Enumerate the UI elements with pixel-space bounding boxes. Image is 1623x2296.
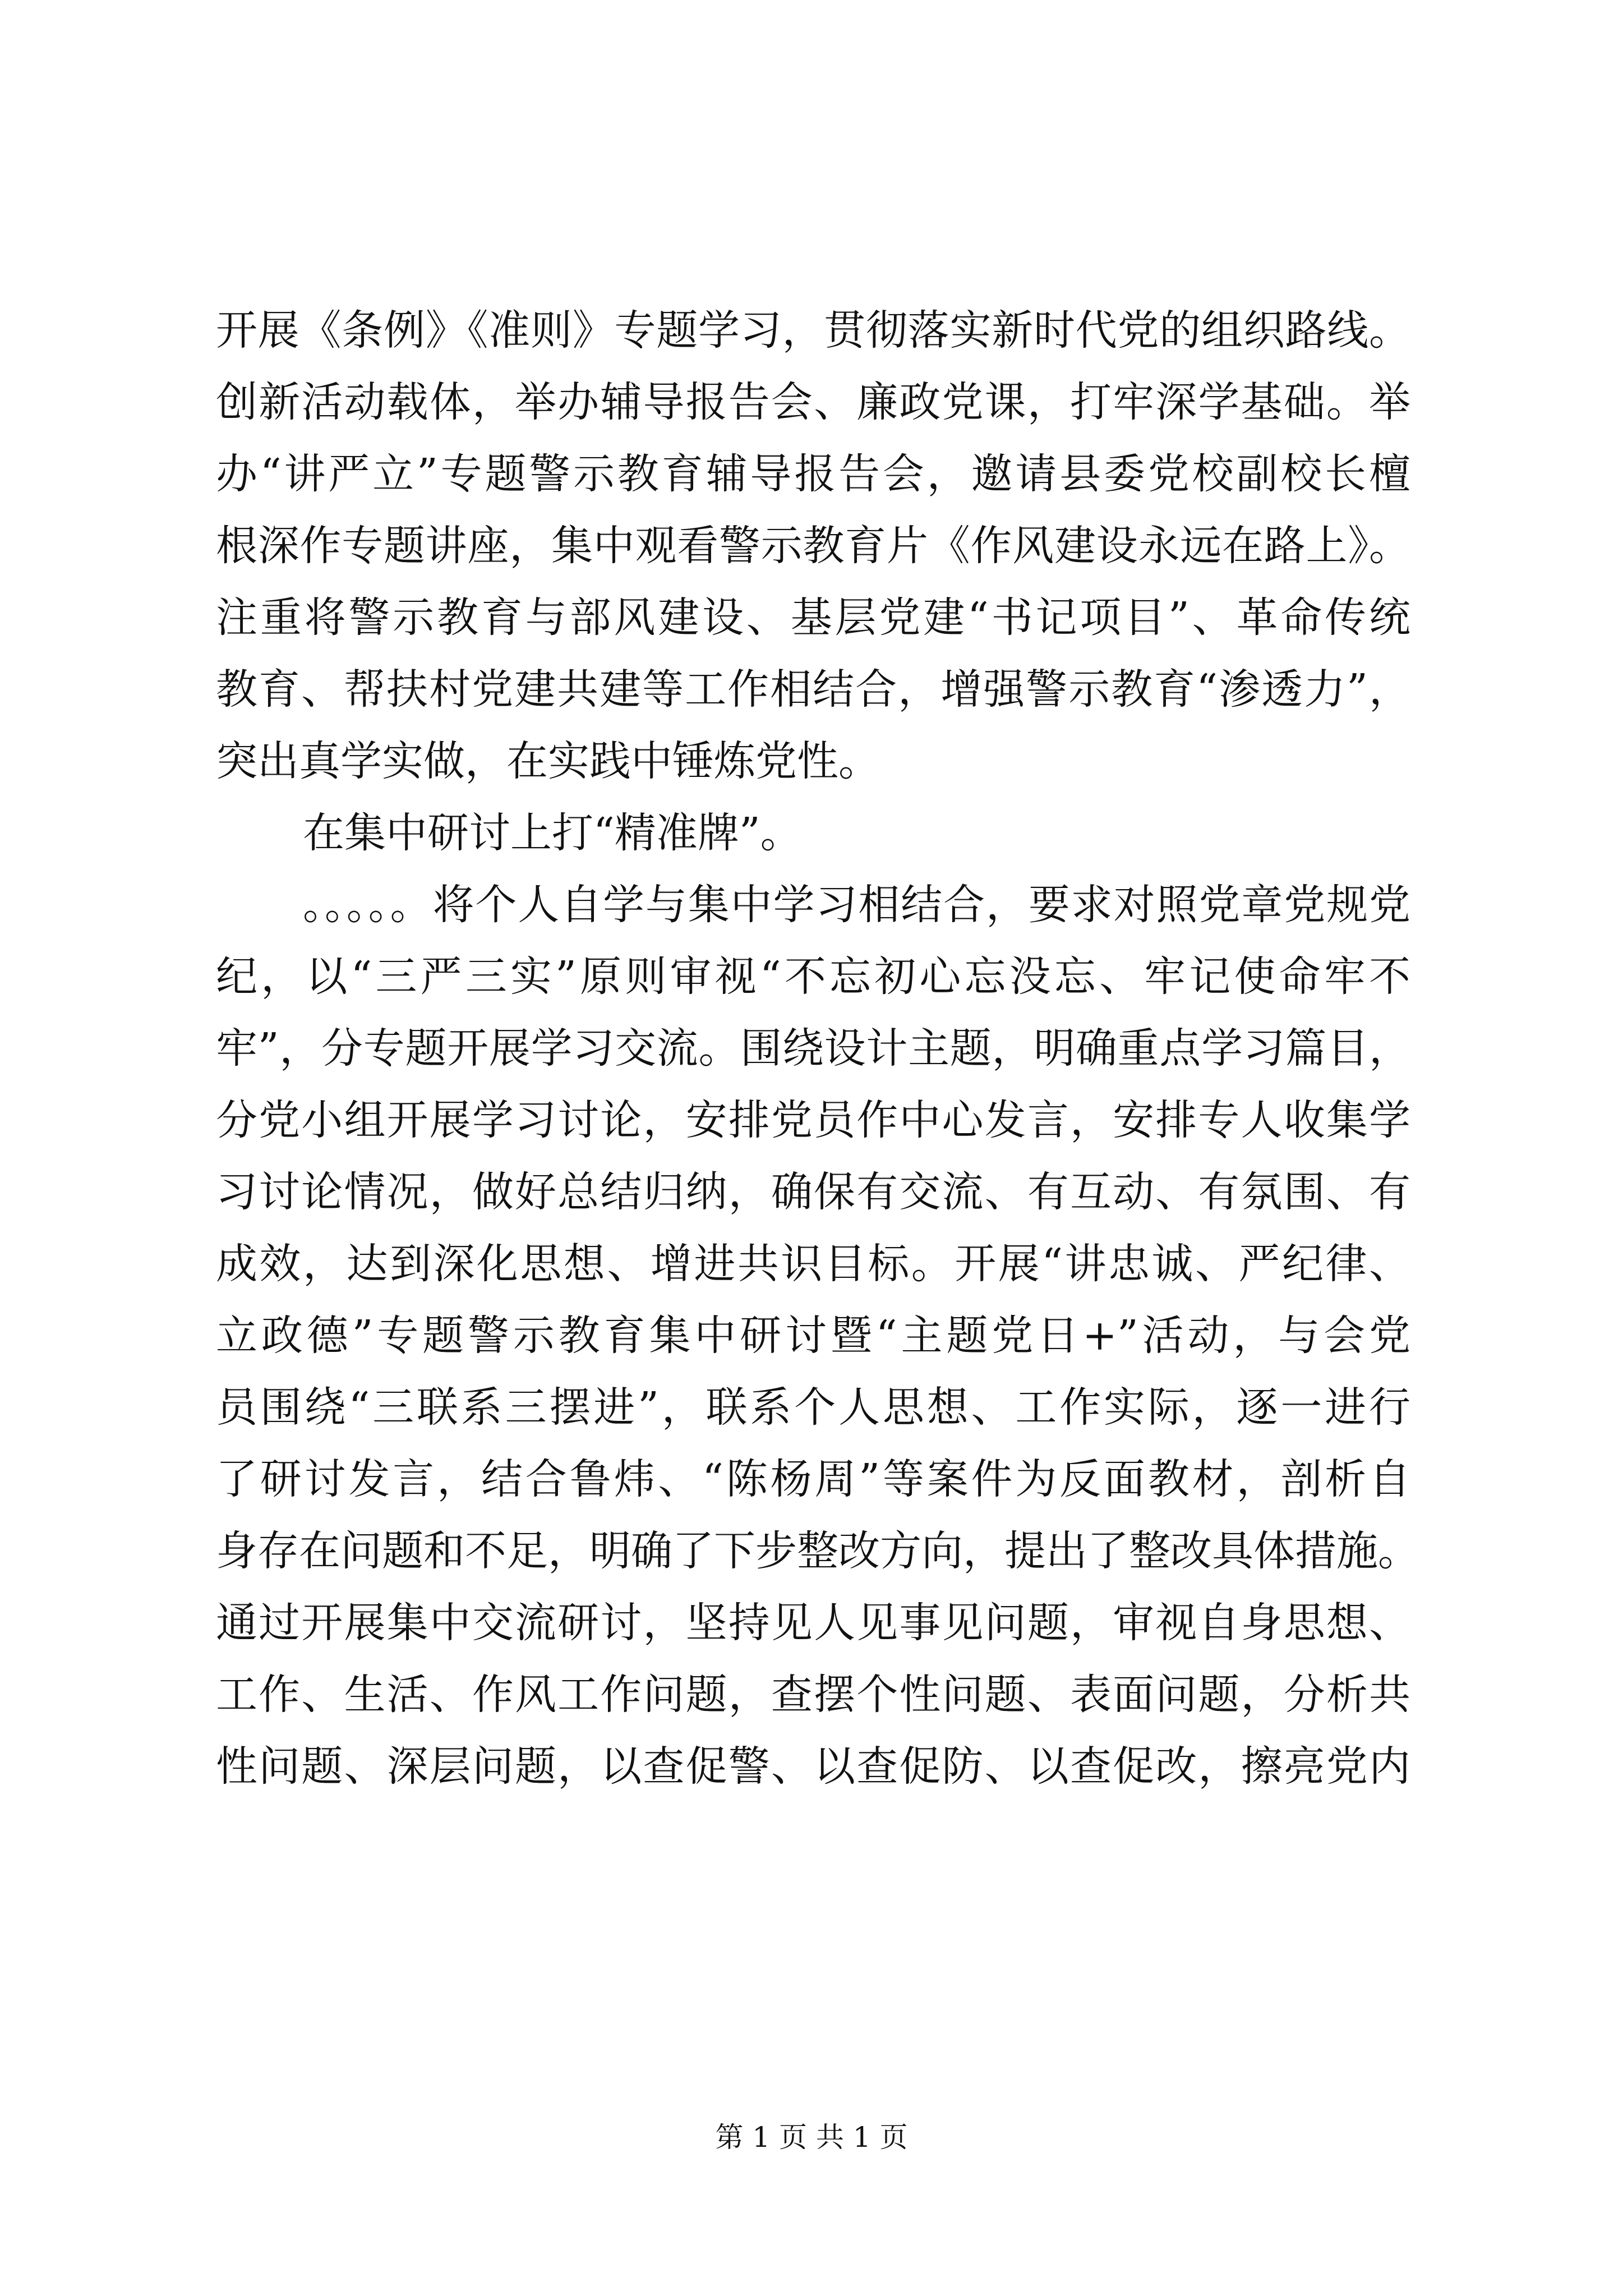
text-line: 根深作专题讲座，集中观看警示教育片《作风建设永远在路上》。 xyxy=(216,522,1410,570)
text-line: 成效，达到深化思想、增进共识目标。开展“讲忠诚、严纪律、 xyxy=(216,1240,1410,1288)
text-line: 通过开展集中交流研讨，坚持见人见事见问题，审视自身思想、 xyxy=(216,1599,1410,1647)
text-line: 办“讲严立”专题警示教育辅导报告会，邀请县委党校副校长檀 xyxy=(216,450,1410,498)
text-line: 突出真学实做，在实践中锤炼党性。 xyxy=(216,737,880,785)
page-number-label: 第 1 页 共 1 页 xyxy=(715,2121,908,2154)
section-heading: 在集中研讨上打“精准牌”。 xyxy=(303,809,802,857)
text-line: 牢”，分专题开展学习交流。围绕设计主题，明确重点学习篇目， xyxy=(216,1024,1410,1073)
text-line: 立政德”专题警示教育集中研讨暨“主题党日+”活动，与会党 xyxy=(216,1312,1410,1360)
text-line: 教育、帮扶村党建共建等工作相结合，增强警示教育“渗透力”， xyxy=(216,665,1410,714)
text-line: 分党小组开展学习讨论，安排党员作中心发言，安排专人收集学 xyxy=(216,1096,1410,1144)
text-line: 了研讨发言，结合鲁炜、“陈杨周”等案件为反面教材，剖析自 xyxy=(216,1455,1410,1503)
text-line: 身存在问题和不足，明确了下步整改方向，提出了整改具体措施。 xyxy=(216,1527,1419,1575)
text-line: 性问题、深层问题，以查促警、以查促防、以查促改，擦亮党内 xyxy=(216,1742,1410,1791)
body-text xyxy=(216,295,1419,1802)
text-line: 员围绕“三联系三摆进”，联系个人思想、工作实际，逐一进行 xyxy=(216,1383,1410,1432)
text-line: 工作、生活、作风工作问题，查摆个性问题、表面问题，分析共 xyxy=(216,1671,1410,1719)
text-line: 开展《条例》《准则》专题学习，贯彻落实新时代党的组织路线。 xyxy=(216,306,1410,355)
text-line: 。。。。。将个人自学与集中学习相结合，要求对照党章党规党 xyxy=(303,881,1410,929)
text-line: 创新活动载体，举办辅导报告会、廉政党课，打牢深学基础。举 xyxy=(216,378,1410,426)
text-line: 注重将警示教育与部风建设、基层党建“书记项目”、革命传统 xyxy=(216,593,1410,642)
text-line: 纪，以“三严三实”原则审视“不忘初心忘没忘、牢记使命牢不 xyxy=(216,953,1410,1001)
page-footer xyxy=(0,2118,1623,2157)
text-line: 习讨论情况，做好总结归纳，确保有交流、有互动、有氛围、有 xyxy=(216,1168,1410,1216)
